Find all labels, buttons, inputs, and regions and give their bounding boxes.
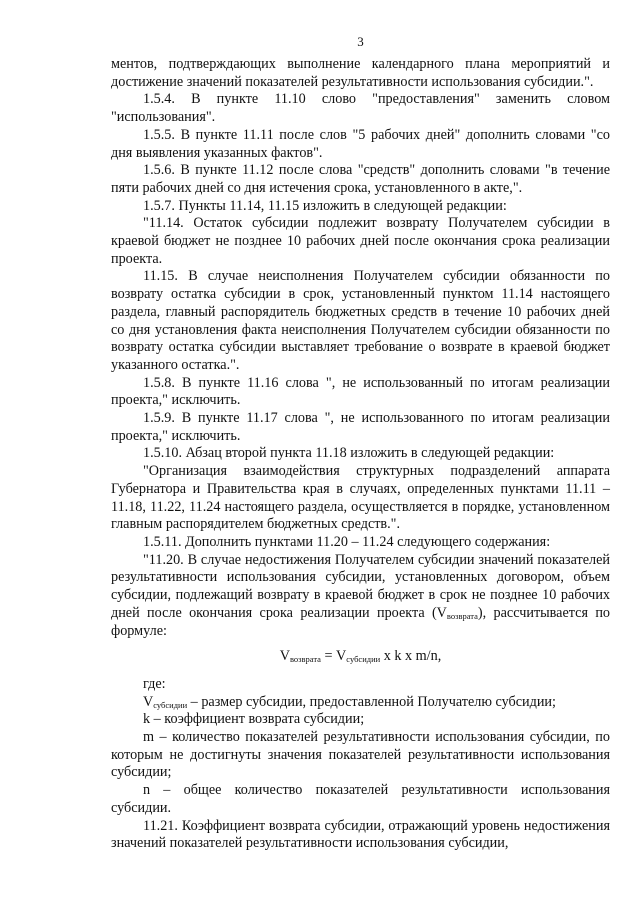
where-label: где: — [143, 675, 166, 692]
paragraph: 1.5.9. В пункте 11.17 слова ", не использованного по итогам реализации проекта," исключить. — [111, 410, 610, 444]
document-body — [111, 56, 610, 853]
definition-v-text: – размер субсидии, предоставленной Получателю субсидии; — [187, 693, 556, 710]
formula-rhs-sub: субсидии — [346, 654, 381, 665]
paragraph-11-21: 11.21. Коэффициент возврата субсидии, отражающий уровень недостижения значений показателей результативности использования субсидии, — [111, 817, 610, 852]
paragraph: 1.5.5. В пункте 11.11 после слов "5 рабочих дней" дополнить словами "со дня выявления указанных фактов". — [111, 126, 610, 161]
definition-v — [111, 694, 610, 712]
paragraph-11-20-text: "11.20. В случае недостижения Получателем субсидии значений показателей результативности использования субсидии, установленных договором, объем субсидии, подлежащий возврату в краевой бюджет в срок не позднее 10 рабочих дней после окончания срока реализации проекта (V — [111, 551, 610, 621]
subscript-vozvrata: возврата — [446, 610, 478, 621]
definition-v-sub: субсидии — [153, 699, 188, 710]
paragraph: 1.5.10. Абзац второй пункта 11.18 изложить в следующей редакции: — [143, 445, 555, 462]
formula-lhs-sub: возврата — [289, 654, 321, 665]
paragraph: 1.5.8. В пункте 11.16 слова ", не использованный по итогам реализации проекта," исключить. — [111, 374, 610, 409]
paragraph: 1.5.4. В пункте 11.10 слово "предоставления" заменить словом "использования". — [111, 91, 610, 126]
page-number: 3 — [357, 34, 364, 49]
paragraph-11-20-tail: ), рассчитывается по формуле: — [111, 604, 610, 639]
definition-m: m – количество показателей результативности использования субсидии, по которым не достигнуты значения показателей результативности использования субсидии; — [111, 729, 610, 781]
paragraph-11-20 — [111, 552, 610, 641]
definition-n: n – общее количество показателей результативности использования субсидии. — [111, 782, 610, 816]
definition-k: k – коэффициент возврата субсидии; — [143, 711, 365, 728]
paragraph: ментов, подтверждающих выполнение календарного плана мероприятий и достижение значений показателей результативности использования субсидии.". — [111, 56, 610, 90]
formula-eq: = V — [320, 648, 347, 665]
paragraph: 1.5.7. Пункты 11.14, 11.15 изложить в следующей редакции: — [143, 197, 507, 214]
paragraph: 1.5.11. Дополнить пунктами 11.20 – 11.24 следующего содержания: — [143, 533, 551, 550]
paragraph: "Организация взаимодействия структурных подразделений аппарата Губернатора и Правительства края в случаях, определенных пунктами 11.11 – 11.18, 11.22, 11.24 настоящего раздела, осуществляется в порядке, установленном главным распорядителем бюджетных средств.". — [111, 463, 610, 533]
paragraph: 1.5.6. В пункте 11.12 после слова "средств" дополнить словами "в течение пяти рабочих дней со дня истечения срока, установленного в акте,". — [111, 162, 610, 196]
paragraph: 11.15. В случае неисполнения Получателем субсидии обязанности по возврату остатка субсидии в срок, установленный пунктом 11.14 настоящего раздела, главный распорядитель бюджетных средств в течение 10 рабочих дней со дня установления факта неисполнения Получателем субсидии обязанности по возврату остатка субсидии выставляет требование о возврате в краевой бюджет указанного остатка.". — [111, 268, 610, 373]
formula-rest: x k x m/n, — [380, 648, 442, 665]
paragraph: "11.14. Остаток субсидии подлежит возврату Получателем субсидии в краевой бюджет не позднее 10 рабочих дней после окончания срока реализации проекта. — [111, 215, 610, 267]
formula — [111, 648, 610, 666]
formula-lhs: V — [279, 648, 290, 665]
definition-v-symbol: V — [143, 693, 154, 710]
